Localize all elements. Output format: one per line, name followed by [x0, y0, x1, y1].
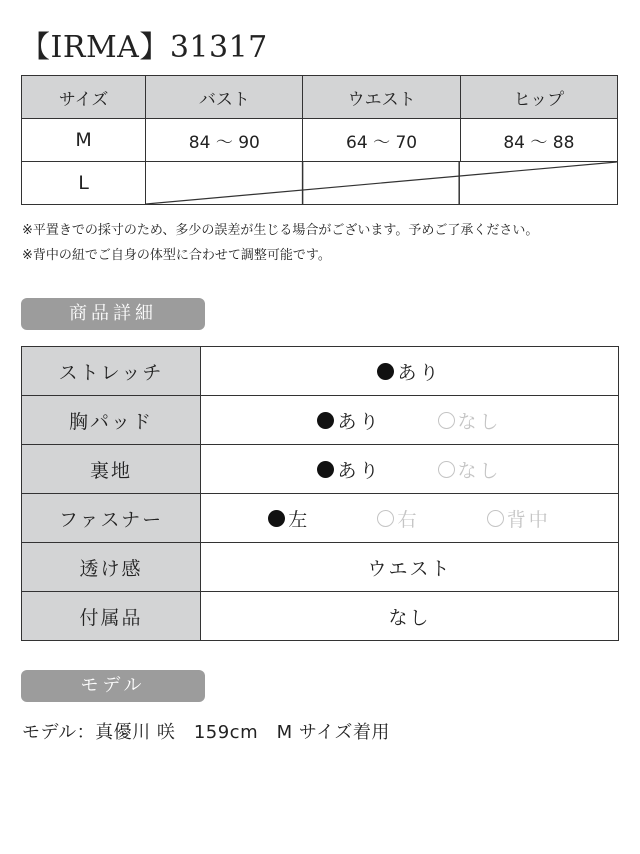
note-line: ※背中の紐でご自身の体型に合わせて調整可能です。 [22, 248, 331, 263]
unavailable-slash [146, 162, 617, 204]
detail-label: 胸パッド [22, 396, 201, 445]
hip-value: 84 ～ 88 [460, 119, 617, 162]
filled-circle-icon [317, 461, 334, 478]
detail-value [201, 347, 619, 396]
filled-circle-icon [317, 412, 334, 429]
page-title: 【IRMA】31317 [20, 30, 268, 65]
hip-header: ヒップ [460, 76, 617, 119]
detail-value [201, 396, 619, 445]
waist-header: ウエスト [303, 76, 460, 119]
detail-label: ストレッチ [22, 347, 201, 396]
size-label: L [22, 162, 146, 205]
bust-value: 84 ～ 90 [146, 119, 303, 162]
option-unselected: 背中 [487, 505, 551, 532]
details-table [21, 346, 619, 641]
size-header: サイズ [22, 76, 146, 119]
filled-circle-icon [268, 510, 285, 527]
size-table [21, 75, 618, 205]
detail-label: 裏地 [22, 445, 201, 494]
model-section-label: モデル [21, 670, 205, 702]
empty-circle-icon [438, 412, 455, 429]
option-selected: 左 [268, 505, 310, 532]
empty-circle-icon [487, 510, 504, 527]
detail-row-zipper [22, 494, 619, 543]
detail-label: 付属品 [22, 592, 201, 641]
option-unselected: 右 [377, 505, 419, 532]
waist-value: 64 ～ 70 [303, 119, 460, 162]
option-selected: あり [317, 456, 381, 483]
detail-row-stretch [22, 347, 619, 396]
detail-row-lining [22, 445, 619, 494]
detail-row-accessories [22, 592, 619, 641]
option-unselected: なし [438, 407, 502, 434]
detail-label: 透け感 [22, 543, 201, 592]
note-line: ※平置きでの採寸のため、多少の誤差が生じる場合がございます。予めご了承ください。 [22, 223, 539, 238]
size-label: M [22, 119, 146, 162]
model-info: モデル：真優川 咲 159cm M サイズ着用 [22, 722, 390, 743]
option-unselected: なし [438, 456, 502, 483]
size-row-l [22, 162, 618, 205]
size-table-header-row [22, 76, 618, 119]
size-row-m [22, 119, 618, 162]
notes [22, 218, 538, 268]
empty-circle-icon [438, 461, 455, 478]
detail-value: なし [201, 592, 619, 641]
empty-circle-icon [377, 510, 394, 527]
filled-circle-icon [377, 363, 394, 380]
option-selected: あり [377, 358, 441, 385]
detail-row-chest-pad [22, 396, 619, 445]
detail-value [201, 494, 619, 543]
detail-value [201, 445, 619, 494]
bust-header: バスト [146, 76, 303, 119]
details-section-label: 商品詳細 [21, 298, 205, 330]
detail-row-sheerness [22, 543, 619, 592]
detail-label: ファスナー [22, 494, 201, 543]
unavailable-cells [146, 162, 618, 205]
option-selected: あり [317, 407, 381, 434]
detail-value: ウエスト [201, 543, 619, 592]
